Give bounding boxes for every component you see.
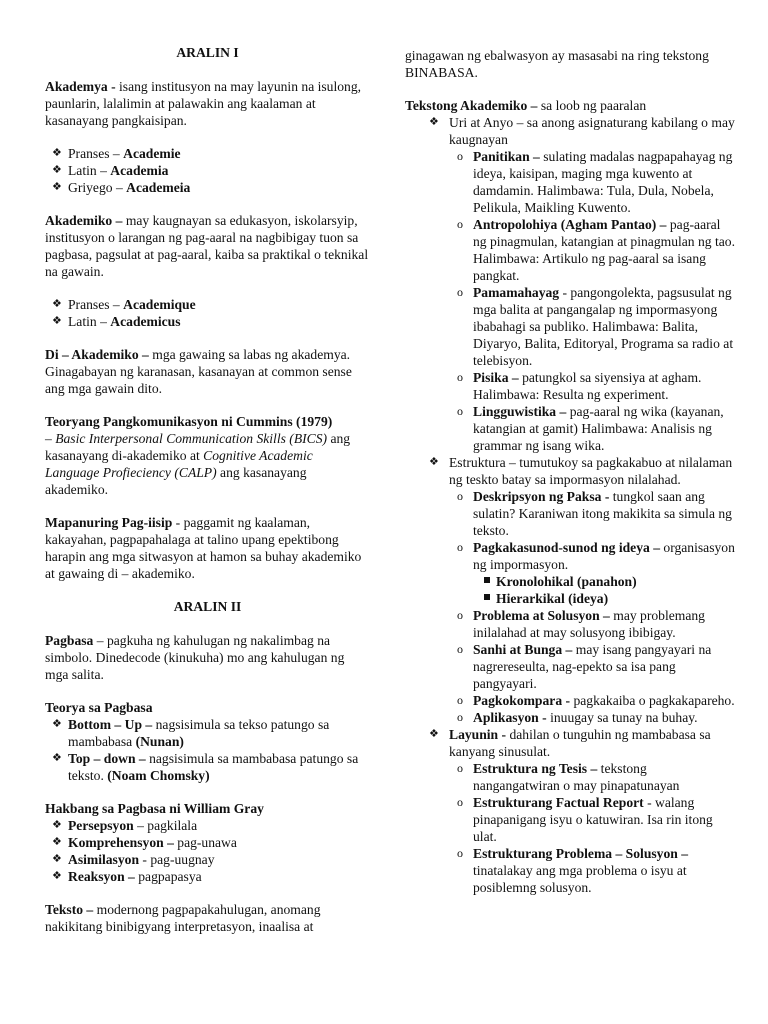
estruktura-sublist <box>449 488 735 573</box>
ideya-order-sublist <box>449 573 735 607</box>
di-akademiko-definition: mga gawaing sa labas ng akademya. Ginagabayan ng karanasan, kasanayan at common sense ang mga gawain dito. <box>45 347 352 396</box>
circle-bullet-icon: o <box>457 217 463 231</box>
aralin-i-heading: ARALIN I <box>176 45 239 60</box>
list-item: ❖ Persepsyon – pagkilala <box>52 818 198 833</box>
list-item: o Pisika – patungkol sa siyensiya at agham. Halimbawa: Resulta ng experiment. <box>457 370 702 402</box>
di-akademiko-term: Di – Akademiko – <box>45 347 149 362</box>
calp-term: Cognitive Academic Language Profieciency (CALP) <box>45 448 313 480</box>
hakbang-list <box>45 817 370 885</box>
akademiko-paragraph <box>45 212 370 280</box>
pagbasa-paragraph <box>45 632 370 683</box>
layunin-item: ❖ Layunin - dahilan o tunguhin ng mambabasa sa kanyang sinusulat. o Estruktura ng Tesis – tekstong nangangatwiran o may pinapatunayan o Estrukturang Factual Report - walang pinapanigang isyu o katuwiran. Isa rin itong ulat. o Estrukturang Problema – Solusyon – tinatalakay ang mga problema o isyu at posiblemng solusyon. <box>405 726 735 896</box>
circle-bullet-icon: o <box>457 693 463 707</box>
hakbang-title: Hakbang sa Pagbasa ni William Gray <box>45 801 264 816</box>
mapanuri-term: Mapanuring Pag-iisip <box>45 515 173 530</box>
list-item: o Pagkakasunod-sunod ng ideya – organisasyon ng impormasyon. <box>457 540 735 572</box>
circle-bullet-icon: o <box>457 404 463 418</box>
circle-bullet-icon: o <box>457 608 463 622</box>
square-bullet-icon <box>484 594 490 600</box>
cummins-title: Teoryang Pangkomunikasyon ni Cummins (1979) <box>45 414 333 429</box>
list-item: o Panitikan – sulating madalas nagpapahayag ng ideya, kaisipan, maging mga kuwento at damdamin. Halimbawa: Tula, Dula, Nobela, Pelikula, Maikling Kuwento. <box>457 149 733 215</box>
diamond-bullet-icon: ❖ <box>52 164 62 176</box>
cummins-paragraph: Teoryang Pangkomunikasyon ni Cummins (1979) – Basic Interpersonal Communication Skills (BICS) ang kasanayang di-akademiko at Cognitive Academic Language Profieciency (CALP) ang kasanayang akademiko. <box>45 414 351 497</box>
list-item: ❖ Pranses – Academique <box>52 297 196 312</box>
teorya-title: Teorya sa Pagbasa <box>45 700 153 715</box>
mapanuri-definition: - paggamit ng kaalaman, kakayahan, pagpapahalaga at talino upang epektibong harapin ang mga sitwasyon at hamon sa buhay akademiko at gawaing di – akademiko. <box>45 515 362 581</box>
list-item: ❖ Bottom – Up – nagsisimula sa tekso patungo sa mambabasa (Nunan) <box>52 717 330 749</box>
teksto-paragraph <box>45 901 370 935</box>
akademiko-term: Akademiko – <box>45 213 123 228</box>
list-item: ❖ Komprehensyon – pag-unawa <box>52 835 237 850</box>
layunin-sublist <box>449 760 735 896</box>
list-item: ❖ Latin – Academicus <box>52 314 181 329</box>
akademya-origins-list <box>45 145 370 196</box>
teksto-definition: modernong pagpapakahulugan, anomang nakikitang binibigyang interpretasyon, inaalisa at <box>45 902 321 934</box>
mapanuri-paragraph <box>45 514 370 582</box>
list-item: o Deskripsyon ng Paksa - tungkol saan ang sulatin? Karaniwan itong makikita sa simula ng teksto. <box>457 489 732 538</box>
list-item: o Antropolohiya (Agham Pantao) – pag-aaral ng pinagmulan, katangian at pinagmulan ng tao. Halimbawa: Artikulo ng pag-aaral sa isang pangkat. <box>457 217 735 283</box>
diamond-bullet-icon: ❖ <box>52 752 62 764</box>
circle-bullet-icon: o <box>457 285 463 299</box>
diamond-bullet-icon: ❖ <box>52 836 62 848</box>
circle-bullet-icon: o <box>457 149 463 163</box>
diamond-bullet-icon: ❖ <box>52 853 62 865</box>
list-item: ❖ Reaksyon – pagpapasya <box>52 869 202 884</box>
list-item: o Problema at Solusyon – may problemang inilalahad at may solusyong ibibigay. <box>457 608 705 640</box>
circle-bullet-icon: o <box>457 489 463 503</box>
list-item: Kronolohikal (panahon) <box>405 573 735 590</box>
uri-at-anyo-item: ❖ Uri at Anyo – sa anong asignaturang kabilang o may kaugnayan o Panitikan – sulating madalas nagpapahayag ng ideya, kaisipan, maging mga kuwento at damdamin. Halimbawa: Tula, Dula, Nobela, Pelikula, Maikling Kuwento. o Antropolohiya (Agham Pantao) – pag-aaral ng pinagmulan, katangian at pinagmulan ng tao. Halimbawa: Artikulo ng pag-aaral sa isang pangkat. o Pamamahayag - pangongolekta, pagsusulat ng mga balita at pangangalap ng impormasyong ibabahagi sa publiko. Halimbawa: Balita, Diyaryo, Balita, Editoryal, Programa sa radio at telebisyon. o Pisika – patungkol sa siyensiya at agham. Halimbawa: Resulta ng experiment. o Lingguwistika – pag-aaral ng wika (kayanan, katangian at gamit) Halimbawa: Analisis ng grammar ng isang wika. <box>405 114 735 454</box>
tekstong-akademiko-list <box>405 114 735 896</box>
akademya-paragraph <box>45 78 370 129</box>
tekstong-akademiko-heading: Tekstong Akademiko – sa loob ng paaralan <box>405 98 647 113</box>
akademiko-definition: may kaugnayan sa edukasyon, iskolarsyip, institusyon o larangan ng pag-aaral na nagbibigay tuon sa pagbasa, pagsulat at pag-aaral, kaiba sa praktikal o teknikal na gawain. <box>45 213 369 279</box>
bics-term: Basic Interpersonal Communication Skills (BICS) <box>51 431 328 446</box>
circle-bullet-icon: o <box>457 710 463 724</box>
circle-bullet-icon: o <box>457 846 463 860</box>
list-item: ❖ Griyego – Academeia <box>52 180 191 195</box>
list-item: ❖ Pranses – Academie <box>52 146 181 161</box>
diamond-bullet-icon: ❖ <box>429 456 439 468</box>
circle-bullet-icon: o <box>457 642 463 656</box>
diamond-bullet-icon: ❖ <box>429 728 439 740</box>
list-item: ❖ Latin – Academia <box>52 163 169 178</box>
estruktura-item: ❖ Estruktura – tumutukoy sa pagkakabuo at nilalaman ng teskto batay sa impormasyon nilalahad. o Deskripsyon ng Paksa - tungkol saan ang sulatin? Karaniwan itong makikita sa simula ng teksto. o Pagkakasunod-sunod ng ideya – organisasyon ng impormasyon. Kronolohikal (panahon) Hierarkikal (ideya) o Problema at Solusyon – may problemang inilalahad at may solusyong ibibigay. o Sanhi at Bunga – may isang pangyayari na nagrereseulta, nag-epekto sa isa pang pangyayari. o Pagkokompara - pagkakaiba o pagkakapareho. o Aplikasyon - inuugay sa tunay na buhay. <box>405 454 735 726</box>
list-item: o Estruktura ng Tesis – tekstong nangangatwiran o may pinapatunayan <box>457 761 680 793</box>
diamond-bullet-icon: ❖ <box>52 718 62 730</box>
list-item: o Sanhi at Bunga – may isang pangyayari na nagrereseulta, nag-epekto sa isa pang pangyayari. <box>457 642 712 691</box>
left-column <box>45 44 370 951</box>
right-column <box>405 47 735 896</box>
akademya-term: Akademya - <box>45 79 116 94</box>
list-item: ❖ Asimilasyon - pag-uugnay <box>52 852 215 867</box>
teksto-term: Teksto – <box>45 902 94 917</box>
akademiko-origins-list <box>45 296 370 330</box>
list-item: o Estrukturang Factual Report - walang pinapanigang isyu o katuwiran. Isa rin itong ulat. <box>457 795 713 844</box>
akademya-definition: isang institusyon na may layunin na isulong, paunlarin, lalalimin at palawakin ang kaalaman at kasanayang pangkaisipan. <box>45 79 362 128</box>
diamond-bullet-icon: ❖ <box>52 147 62 159</box>
list-item: o Lingguwistika – pag-aaral ng wika (kayanan, katangian at gamit) Halimbawa: Analisis ng grammar ng isang wika. <box>457 404 724 453</box>
list-item: o Aplikasyon - inuugay sa tunay na buhay. <box>457 710 698 725</box>
circle-bullet-icon: o <box>457 370 463 384</box>
estruktura-sublist-b <box>449 607 735 726</box>
circle-bullet-icon: o <box>457 795 463 809</box>
teksto-continuation: ginagawan ng ebalwasyon ay masasabi na ring tekstong BINABASA. <box>405 48 709 80</box>
list-item: o Estrukturang Problema – Solusyon – tinatalakay ang mga problema o isyu at posiblemng solusyon. <box>457 846 689 895</box>
list-item: Hierarkikal (ideya) <box>405 590 735 607</box>
list-item: o Pamamahayag - pangongolekta, pagsusulat ng mga balita at pangangalap ng impormasyong ibabahagi sa publiko. Halimbawa: Balita, Diyaryo, Balita, Editoryal, Programa sa radio at telebisyon. <box>457 285 734 368</box>
di-akademiko-paragraph <box>45 346 370 397</box>
diamond-bullet-icon: ❖ <box>429 116 439 128</box>
list-item: o Pagkokompara - pagkakaiba o pagkakapareho. <box>457 693 735 708</box>
diamond-bullet-icon: ❖ <box>52 315 62 327</box>
uri-sublist <box>449 148 735 454</box>
aralin-ii-heading: ARALIN II <box>173 599 242 614</box>
circle-bullet-icon: o <box>457 540 463 554</box>
pagbasa-term: Pagbasa <box>45 633 94 648</box>
diamond-bullet-icon: ❖ <box>52 870 62 882</box>
diamond-bullet-icon: ❖ <box>52 181 62 193</box>
circle-bullet-icon: o <box>457 761 463 775</box>
list-item: ❖ Top – down – nagsisimula sa mambabasa patungo sa teksto. (Noam Chomsky) <box>52 751 359 783</box>
pagbasa-definition: – pagkuha ng kahulugan ng nakalimbag na simbolo. Dinedecode (kinukuha) mo ang kahulugan ng mga salita. <box>45 633 345 682</box>
diamond-bullet-icon: ❖ <box>52 819 62 831</box>
diamond-bullet-icon: ❖ <box>52 298 62 310</box>
teorya-list <box>45 716 370 784</box>
square-bullet-icon <box>484 577 490 583</box>
